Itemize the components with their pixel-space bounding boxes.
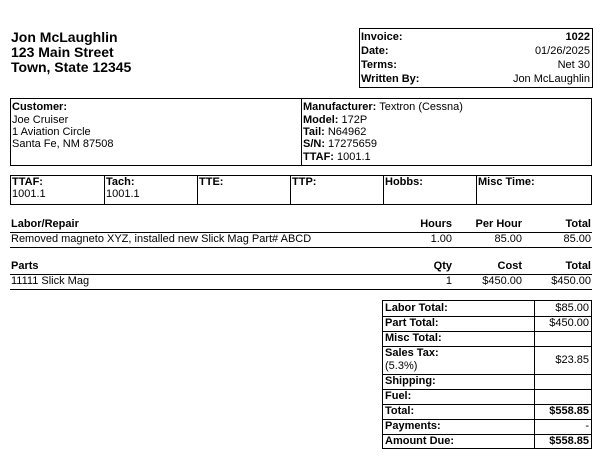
- payments-label: Payments:: [385, 420, 441, 432]
- totals-row-sales-tax: [383, 346, 591, 375]
- part-total-label: Part Total:: [385, 317, 439, 329]
- parts-col-qty: Qty: [433, 260, 452, 272]
- amount-due-value: $558.85: [549, 435, 589, 447]
- time-cell-ttaf: [11, 176, 104, 204]
- invoice-number-value: 1022: [565, 31, 590, 43]
- aircraft-tail: Tail: N64962: [303, 126, 367, 138]
- aircraft-ttaf: TTAF: 1001.1: [303, 151, 371, 163]
- customer-address-line2: Santa Fe, NM 87508: [12, 138, 114, 150]
- info-divider: [301, 99, 302, 165]
- labor-col-total: Total: [565, 218, 591, 230]
- time-cell-tach: [104, 176, 197, 204]
- invoice-terms-label: Terms:: [361, 59, 397, 71]
- invoice-terms-row: [360, 58, 592, 72]
- labor-total-label: Labor Total:: [385, 302, 448, 314]
- parts-row-total: $450.00: [551, 275, 591, 287]
- invoice-number-label: Invoice:: [361, 31, 403, 43]
- sender-street: 123 Main Street: [11, 44, 114, 60]
- fuel-label: Fuel:: [385, 390, 412, 402]
- grand-total-value: $558.85: [549, 405, 589, 417]
- sales-tax-rate: (5.3%): [385, 360, 418, 372]
- invoice-meta-box: [359, 28, 593, 88]
- labor-row-rate: 85.00: [494, 233, 522, 245]
- parts-col-total: Total: [565, 260, 591, 272]
- totals-row-payments: [383, 419, 591, 435]
- time-ttaf-label: TTAF:: [12, 176, 43, 188]
- time-cell-tte: [197, 176, 290, 204]
- labor-total-value: $85.00: [555, 302, 589, 314]
- sender-block: [11, 30, 131, 75]
- parts-row-description: 11111 Slick Mag: [11, 275, 90, 287]
- totals-row-fuel: [383, 389, 591, 405]
- invoice-date-value: 01/26/2025: [534, 45, 590, 57]
- time-misc-label: Misc Time:: [478, 176, 535, 188]
- aircraft-model: Model: 172P: [303, 114, 368, 126]
- aircraft-serial: S/N: 17275659: [303, 138, 377, 150]
- invoice-date-label: Date:: [361, 45, 389, 57]
- sender-name: Jon McLaughlin: [11, 29, 118, 45]
- invoice-written-by-row: [360, 72, 592, 86]
- totals-row-labor: [383, 301, 591, 317]
- sales-tax-label: Sales Tax:: [385, 347, 439, 359]
- customer-heading: Customer:: [12, 101, 68, 113]
- labor-row-total: 85.00: [563, 233, 591, 245]
- labor-row-hours: 1.00: [430, 233, 452, 245]
- labor-row-description: Removed magneto XYZ, installed new Slick Mag Part# ABCD: [11, 233, 312, 245]
- invoice-date-row: [360, 44, 592, 58]
- payments-value: -: [585, 420, 589, 432]
- sender-city: Town, State 12345: [11, 59, 132, 75]
- invoice-terms-value: Net 30: [557, 59, 590, 71]
- invoice-number-row: [360, 30, 592, 44]
- time-tach-value: 1001.1: [106, 188, 140, 200]
- part-total-value: $450.00: [549, 317, 589, 329]
- invoice-written-by-label: Written By:: [361, 73, 420, 85]
- labor-col-hours: Hours: [420, 218, 452, 230]
- time-cell-misc: [476, 176, 591, 204]
- totals-row-parts: [383, 316, 591, 332]
- shipping-label: Shipping:: [385, 375, 436, 387]
- totals-row-misc: [383, 331, 591, 347]
- parts-col-cost: Cost: [497, 260, 522, 272]
- time-tte-label: TTE:: [199, 176, 224, 188]
- time-hobbs-label: Hobbs:: [385, 176, 423, 188]
- grand-total-label: Total:: [385, 405, 415, 417]
- sales-tax-value: $23.85: [555, 354, 589, 366]
- time-cell-ttp: [290, 176, 383, 204]
- customer-aircraft-box: [10, 98, 592, 166]
- amount-due-label: Amount Due:: [385, 435, 455, 447]
- labor-col-description: Labor/Repair: [11, 218, 79, 230]
- totals-row-total: [383, 404, 591, 420]
- time-tach-label: Tach:: [106, 176, 135, 188]
- labor-col-rate: Per Hour: [475, 218, 522, 230]
- customer-name: Joe Cruiser: [12, 114, 69, 126]
- parts-row-qty: 1: [445, 275, 452, 287]
- labor-table-header: [10, 217, 592, 233]
- parts-table-header: [10, 259, 592, 275]
- customer-address-line1: 1 Aviation Circle: [12, 126, 91, 138]
- time-ttaf-value: 1001.1: [12, 188, 46, 200]
- labor-row: [10, 232, 592, 248]
- aircraft-manufacturer: Manufacturer: Textron (Cessna): [303, 101, 463, 113]
- totals-row-amount-due: [383, 434, 591, 448]
- totals-box: [382, 300, 592, 449]
- time-cell-hobbs: [383, 176, 476, 204]
- parts-col-description: Parts: [11, 260, 39, 272]
- misc-total-label: Misc Total:: [385, 332, 442, 344]
- invoice-written-by-value: Jon McLaughlin: [512, 73, 590, 85]
- totals-row-shipping: [383, 374, 591, 390]
- parts-row-cost: $450.00: [482, 275, 522, 287]
- aircraft-times-box: [10, 175, 592, 205]
- time-ttp-label: TTP:: [292, 176, 317, 188]
- parts-row: [10, 274, 592, 290]
